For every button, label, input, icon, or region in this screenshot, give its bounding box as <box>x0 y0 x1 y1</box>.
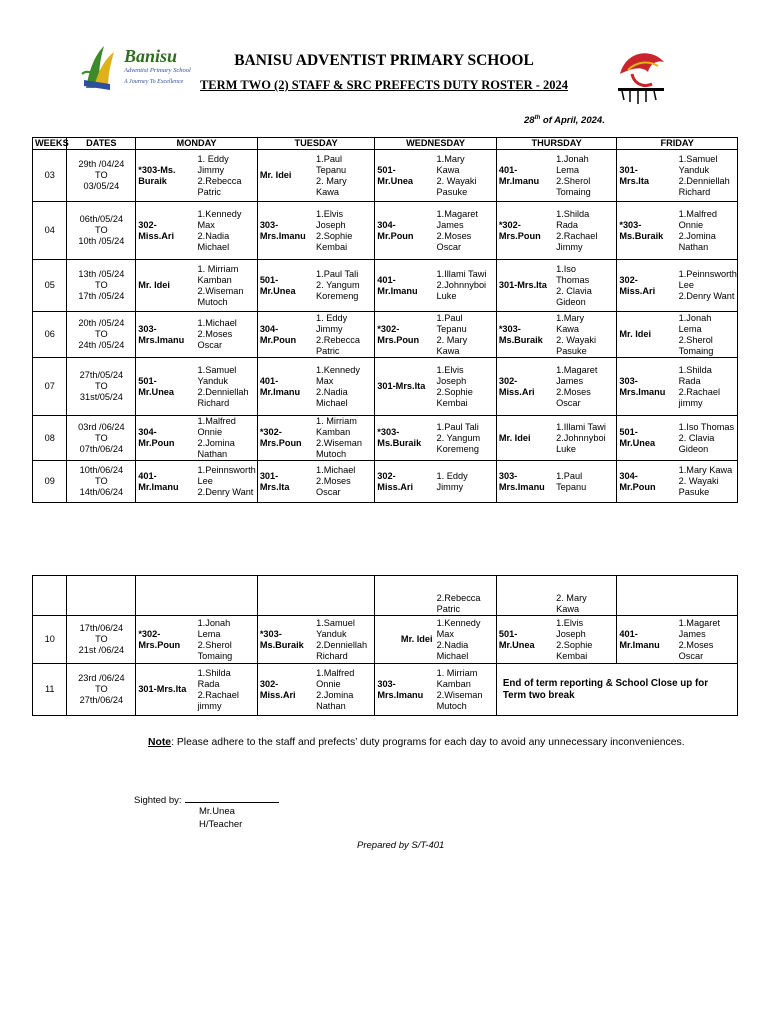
wednesday-staff: Mr. Idei <box>375 616 435 664</box>
friday-prefects: 1.Samuel Yanduk 2.Denniellah Richard <box>677 150 738 202</box>
tuesday-prefects: 1.Kennedy Max 2.Nadia Michael <box>314 358 375 416</box>
signer-name: Mr.Unea <box>199 806 235 817</box>
friday-staff: 302- Miss.Ari <box>617 260 677 312</box>
monday-prefects: 1. Eddy Jimmy 2.Rebecca Patric <box>196 150 258 202</box>
signature-line <box>185 793 279 803</box>
tuesday-prefects: 1.Malfred Onnie 2.Jomina Nathan <box>314 664 375 716</box>
friday-staff: 401- Mr.Imanu <box>617 616 677 664</box>
tuesday-staff: 302- Miss.Ari <box>257 664 314 716</box>
week-dates: 06th/05/24 TO 10th /05/24 <box>67 202 136 260</box>
tuesday-staff: 304- Mr.Poun <box>257 312 314 358</box>
header-wednesday: WEDNESDAY <box>375 138 497 150</box>
header-weeks: WEEKS <box>33 138 67 150</box>
table-row <box>33 312 738 358</box>
logo-motto: A Journey To Excellence <box>124 79 184 85</box>
signer-title: H/Teacher <box>199 819 243 830</box>
tuesday-staff: *303- Ms.Buraik <box>257 616 314 664</box>
tuesday-prefects: 1.Samuel Yanduk 2.Denniellah Richard <box>314 616 375 664</box>
table-row <box>33 576 738 616</box>
tuesday-prefects: 1. Mirriam Kamban 2.Wiseman Mutoch <box>314 416 375 461</box>
week-dates: 20th /05/24 TO 24th /05/24 <box>67 312 136 358</box>
week-number: 03 <box>33 150 67 202</box>
wednesday-staff: *302- Mrs.Poun <box>375 312 435 358</box>
prepared-by: Prepared by S/T-401 <box>357 840 445 851</box>
monday-staff: 302- Miss.Ari <box>136 202 196 260</box>
thursday-staff: 302- Miss.Ari <box>496 358 554 416</box>
week-number: 05 <box>33 260 67 312</box>
friday-prefects: 1.Mary Kawa 2. Wayaki Pasuke <box>677 461 738 503</box>
monday-staff: 301-Mrs.Ita <box>136 664 196 716</box>
week-number: 07 <box>33 358 67 416</box>
table-row <box>33 150 738 202</box>
table-row <box>33 616 738 664</box>
tuesday-staff: 303- Mrs.Imanu <box>257 202 314 260</box>
wednesday-prefects: 1. Mirriam Kamban 2.Wiseman Mutoch <box>435 664 497 716</box>
thursday-prefects: 1.Magaret James 2.Moses Oscar <box>554 358 617 416</box>
note-text: : Please adhere to the staff and prefects’ duty programs for each day to avoid any unnecessary inconveniences. <box>171 737 685 748</box>
week-number: 10 <box>33 616 67 664</box>
week-number: 09 <box>33 461 67 503</box>
roster-title: TERM TWO (2) STAFF & SRC PREFECTS DUTY ROSTER - 2024 <box>199 78 569 92</box>
tuesday-staff: 501- Mr.Unea <box>257 260 314 312</box>
week-number: 06 <box>33 312 67 358</box>
wednesday-staff: 401- Mr.Imanu <box>375 260 435 312</box>
tuesday-prefects: 1.Paul Tali 2. Yangum Koremeng <box>314 260 375 312</box>
thursday-staff: 303- Mrs.Imanu <box>496 461 554 503</box>
thursday-staff: 301-Mrs.Ita <box>496 260 554 312</box>
wednesday-staff: *303- Ms.Buraik <box>375 416 435 461</box>
table-row <box>33 461 738 503</box>
tuesday-prefects: 1.Michael 2.Moses Oscar <box>314 461 375 503</box>
week-dates: 23rd /06/24 TO 27th/06/24 <box>67 664 136 716</box>
tuesday-staff: Mr. Idei <box>257 150 314 202</box>
monday-staff: 303- Mrs.Imanu <box>136 312 196 358</box>
thursday-prefects: 1.Mary Kawa 2. Wayaki Pasuke <box>554 312 617 358</box>
note-label: Note <box>148 737 172 748</box>
friday-staff: 301- Mrs.Ita <box>617 150 677 202</box>
friday-prefects: 1.Peinnsworth Lee 2.Denry Want <box>677 260 738 312</box>
header-dates: DATES <box>67 138 136 150</box>
week-dates: 29th /04/24 TO 03/05/24 <box>67 150 136 202</box>
tuesday-prefects: 1. Eddy Jimmy 2.Rebecca Patric <box>314 312 375 358</box>
wednesday-prefects: 1.Magaret James 2.Moses Oscar <box>435 202 497 260</box>
monday-prefects: 1.Jonah Lema 2.Sherol Tomaing <box>196 616 258 664</box>
thursday-staff: 401- Mr.Imanu <box>496 150 554 202</box>
wednesday-prefects: 1.Paul Tepanu 2. Mary Kawa <box>435 312 497 358</box>
thursday-prefects: 1.Iso Thomas 2. Clavia Gideon <box>554 260 617 312</box>
monday-prefects: 1.Kennedy Max 2.Nadia Michael <box>196 202 258 260</box>
monday-prefects: 1.Malfred Onnie 2.Jomina Nathan <box>196 416 258 461</box>
wednesday-staff: 303- Mrs.Imanu <box>375 664 435 716</box>
week-dates: 03rd /06/24 TO 07th/06/24 <box>67 416 136 461</box>
roster-date: 28th of April, 2024. <box>524 115 605 127</box>
signer-block <box>199 805 242 831</box>
thursday-prefects: 2. Mary Kawa <box>554 576 617 616</box>
wednesday-prefects: 1.Mary Kawa 2. Wayaki Pasuke <box>435 150 497 202</box>
friday-prefects: 1.Magaret James 2.Moses Oscar <box>677 616 738 664</box>
duty-roster-table <box>32 137 738 503</box>
week-number: 04 <box>33 202 67 260</box>
thursday-staff: *303- Ms.Buraik <box>496 312 554 358</box>
monday-staff: Mr. Idei <box>136 260 196 312</box>
tuesday-prefects: 1.Paul Tepanu 2. Mary Kawa <box>314 150 375 202</box>
week-number: 11 <box>33 664 67 716</box>
monday-staff: 401- Mr.Imanu <box>136 461 196 503</box>
friday-staff: 304- Mr.Poun <box>617 461 677 503</box>
thursday-prefects: 1.Elvis Joseph 2.Sophie Kembai <box>554 616 617 664</box>
tuesday-staff: *302- Mrs.Poun <box>257 416 314 461</box>
monday-staff: 304- Mr.Poun <box>136 416 196 461</box>
school-name: BANISU ADVENTIST PRIMARY SCHOOL <box>234 52 534 69</box>
wednesday-prefects: 2.Rebecca Patric <box>435 576 497 616</box>
friday-staff: 501- Mr.Unea <box>617 416 677 461</box>
week-dates: 27th/05/24 TO 31st/05/24 <box>67 358 136 416</box>
monday-prefects: 1.Shilda Rada 2.Rachael jimmy <box>196 664 258 716</box>
tuesday-staff: 401- Mr.Imanu <box>257 358 314 416</box>
friday-prefects: 1.Shilda Rada 2.Rachael jimmy <box>677 358 738 416</box>
table-header-row <box>33 138 738 150</box>
wednesday-staff: 304- Mr.Poun <box>375 202 435 260</box>
monday-prefects: 1.Peinnsworth Lee 2.Denry Want <box>196 461 258 503</box>
week-dates: 10th/06/24 TO 14th/06/24 <box>67 461 136 503</box>
week-dates: 17th/06/24 TO 21st /06/24 <box>67 616 136 664</box>
monday-staff: *303-Ms. Buraik <box>136 150 196 202</box>
wednesday-prefects: 1.Kennedy Max 2.Nadia Michael <box>435 616 497 664</box>
wednesday-prefects: 1.Elvis Joseph 2.Sophie Kembai <box>435 358 497 416</box>
monday-prefects: 1.Michael 2.Moses Oscar <box>196 312 258 358</box>
thursday-prefects: 1.Paul Tepanu <box>554 461 617 503</box>
friday-prefects: 1.Iso Thomas 2. Clavia Gideon <box>677 416 738 461</box>
wednesday-staff: 301-Mrs.Ita <box>375 358 435 416</box>
end-of-term-note: End of term reporting & School Close up for Term two break <box>496 664 737 716</box>
week-number: 08 <box>33 416 67 461</box>
wednesday-prefects: 1.Paul Tali 2. Yangum Koremeng <box>435 416 497 461</box>
monday-staff: 501- Mr.Unea <box>136 358 196 416</box>
header-friday: FRIDAY <box>617 138 738 150</box>
friday-staff: 303- Mrs.Imanu <box>617 358 677 416</box>
table-row <box>33 416 738 461</box>
thursday-prefects: 1.Shilda Rada 2.Rachael Jimmy <box>554 202 617 260</box>
table-row <box>33 664 738 716</box>
thursday-prefects: 1.Jonah Lema 2.Sherol Tomaing <box>554 150 617 202</box>
table-row <box>33 260 738 312</box>
wednesday-prefects: 1. Eddy Jimmy <box>435 461 497 503</box>
header-tuesday: TUESDAY <box>257 138 374 150</box>
wednesday-staff: 501- Mr.Unea <box>375 150 435 202</box>
wednesday-staff: 302- Miss.Ari <box>375 461 435 503</box>
friday-prefects: 1.Jonah Lema 2.Sherol Tomaing <box>677 312 738 358</box>
logo-subtitle: Adventist Primary School <box>124 67 191 74</box>
friday-prefects: 1.Malfred Onnie 2.Jomina Nathan <box>677 202 738 260</box>
thursday-staff: 501- Mr.Unea <box>496 616 554 664</box>
table-row <box>33 202 738 260</box>
table-row <box>33 358 738 416</box>
monday-prefects: 1. Mirriam Kamban 2.Wiseman Mutoch <box>196 260 258 312</box>
thursday-staff: *302- Mrs.Poun <box>496 202 554 260</box>
monday-staff: *302- Mrs.Poun <box>136 616 196 664</box>
wednesday-prefects: 1.Illami Tawi 2.Johnnyboi Luke <box>435 260 497 312</box>
duty-roster-table-continued <box>32 575 738 716</box>
thursday-staff: Mr. Idei <box>496 416 554 461</box>
monday-prefects: 1.Samuel Yanduk 2.Denniellah Richard <box>196 358 258 416</box>
friday-staff: Mr. Idei <box>617 312 677 358</box>
adherence-note <box>148 737 685 748</box>
logo-wordmark: Banisu <box>124 46 178 66</box>
tuesday-prefects: 1.Elvis Joseph 2.Sophie Kembai <box>314 202 375 260</box>
friday-staff: *303- Ms.Buraik <box>617 202 677 260</box>
sighted-by: Sighted by: <box>134 793 279 806</box>
header-thursday: THURSDAY <box>496 138 617 150</box>
week-dates: 13th /05/24 TO 17th /05/24 <box>67 260 136 312</box>
tuesday-staff: 301- Mrs.Ita <box>257 461 314 503</box>
thursday-prefects: 1.Illami Tawi 2.Johnnyboi Luke <box>554 416 617 461</box>
header-monday: MONDAY <box>136 138 258 150</box>
